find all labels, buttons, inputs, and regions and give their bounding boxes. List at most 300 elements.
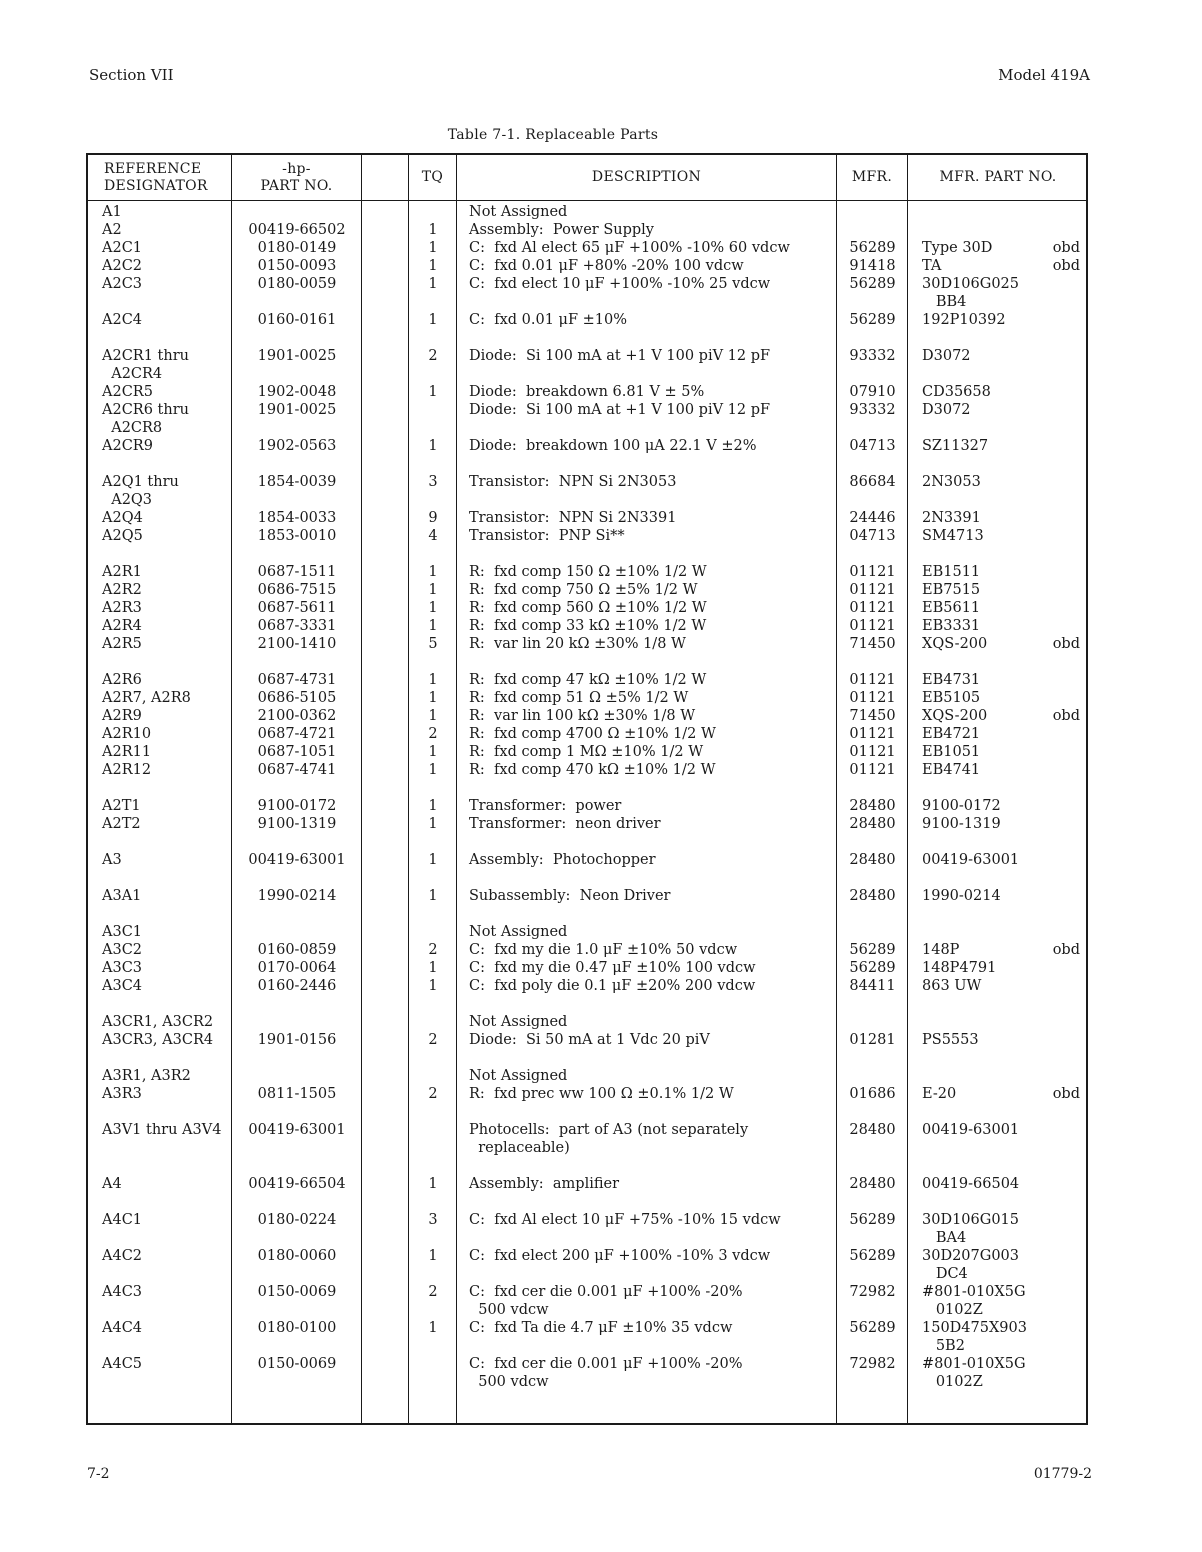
total-quantity: 9 bbox=[428, 510, 438, 526]
hp-part-number bbox=[232, 545, 362, 563]
hp-part-number: 0686-5105 bbox=[257, 690, 337, 706]
total-quantity: 1 bbox=[428, 384, 438, 400]
table-row bbox=[88, 725, 1086, 743]
manufacturer-code: 01121 bbox=[849, 618, 896, 634]
manufacturer-code: 01281 bbox=[849, 1032, 896, 1048]
description: R: fxd comp 1 MΩ ±10% 1/2 W bbox=[469, 744, 704, 760]
reference-designator bbox=[88, 1373, 232, 1391]
manufacturer-part-number: SM4713 bbox=[922, 528, 984, 544]
total-quantity bbox=[409, 365, 457, 383]
total-quantity bbox=[409, 1301, 457, 1319]
blank-cell bbox=[362, 887, 409, 905]
column-header-tq: TQ bbox=[421, 169, 444, 185]
hp-part-number: 2100-1410 bbox=[257, 636, 337, 652]
total-quantity bbox=[409, 203, 457, 221]
manufacturer-code: 56289 bbox=[849, 942, 896, 958]
description bbox=[457, 905, 837, 923]
hp-part-number bbox=[232, 293, 362, 311]
description bbox=[457, 653, 837, 671]
hp-part-number: 0687-4731 bbox=[257, 672, 337, 688]
manufacturer-code bbox=[837, 653, 908, 671]
hp-part-number: 0687-3331 bbox=[257, 618, 337, 634]
total-quantity: 1 bbox=[428, 744, 438, 760]
blank-cell bbox=[362, 383, 409, 401]
manufacturer-code bbox=[837, 1373, 908, 1391]
table-row bbox=[88, 1085, 1086, 1103]
table-row bbox=[88, 1121, 1086, 1139]
description bbox=[457, 1229, 837, 1247]
reference-designator: A2C1 bbox=[102, 240, 143, 256]
table-row bbox=[88, 1175, 1086, 1193]
reference-designator bbox=[88, 833, 232, 851]
hp-part-number: 00419-66504 bbox=[248, 1176, 346, 1192]
total-quantity bbox=[409, 869, 457, 887]
manufacturer-code: 84411 bbox=[849, 978, 896, 994]
reference-designator: A4C1 bbox=[102, 1212, 143, 1228]
hp-part-number: 1902-0048 bbox=[257, 384, 337, 400]
reference-designator bbox=[88, 1139, 232, 1157]
blank-cell bbox=[362, 995, 409, 1013]
manufacturer-code bbox=[837, 329, 908, 347]
blank-cell bbox=[362, 1193, 409, 1211]
table-row bbox=[88, 653, 1086, 671]
column-header-reference-line2: DESIGNATOR bbox=[104, 177, 208, 194]
blank-cell bbox=[362, 1157, 409, 1175]
reference-designator: A3CR1, A3CR2 bbox=[102, 1014, 214, 1030]
blank-cell bbox=[362, 1355, 409, 1373]
manufacturer-part-number-text: XQS-200 bbox=[922, 708, 988, 724]
hp-part-number bbox=[232, 1337, 362, 1355]
reference-designator bbox=[88, 995, 232, 1013]
total-quantity bbox=[409, 1067, 457, 1085]
description: R: fxd comp 150 Ω ±10% 1/2 W bbox=[469, 564, 707, 580]
hp-part-number bbox=[232, 653, 362, 671]
table-row bbox=[88, 671, 1086, 689]
blank-cell bbox=[362, 941, 409, 959]
description bbox=[457, 869, 837, 887]
description: Not Assigned bbox=[469, 1014, 568, 1030]
manufacturer-part-number: EB7515 bbox=[922, 582, 981, 598]
manufacturer-code: 01121 bbox=[849, 744, 896, 760]
reference-designator: A4C4 bbox=[102, 1320, 143, 1336]
description: R: var lin 20 kΩ ±30% 1/8 W bbox=[469, 636, 686, 652]
manufacturer-part-number: 0102Z bbox=[922, 1374, 983, 1390]
reference-designator: A3C3 bbox=[102, 960, 143, 976]
manufacturer-part-number: 863 UW bbox=[922, 978, 982, 994]
table-row bbox=[88, 1067, 1086, 1085]
description: replaceable) bbox=[469, 1140, 570, 1156]
hp-part-number bbox=[232, 1229, 362, 1247]
total-quantity: 1 bbox=[428, 762, 438, 778]
manufacturer-code: 56289 bbox=[849, 1248, 896, 1264]
description: C: fxd Al elect 65 μF +100% -10% 60 vdcw bbox=[469, 240, 790, 256]
reference-designator: A2CR9 bbox=[102, 438, 153, 454]
blank-cell bbox=[362, 923, 409, 941]
total-quantity bbox=[409, 293, 457, 311]
reference-designator: A3C2 bbox=[102, 942, 143, 958]
hp-part-number: 1854-0033 bbox=[257, 510, 337, 526]
table-caption-text: Table 7-1. Replaceable Parts bbox=[447, 127, 659, 143]
description: Diode: Si 50 mA at 1 Vdc 20 piV bbox=[469, 1032, 710, 1048]
blank-cell bbox=[362, 905, 409, 923]
manufacturer-code bbox=[837, 545, 908, 563]
total-quantity: 1 bbox=[428, 798, 438, 814]
table-row bbox=[88, 221, 1086, 239]
blank-cell bbox=[362, 527, 409, 545]
total-quantity bbox=[409, 779, 457, 797]
manufacturer-part-number bbox=[908, 491, 1088, 509]
hp-part-number: 0180-0059 bbox=[257, 276, 337, 292]
manufacturer-code bbox=[837, 1139, 908, 1157]
hp-part-number: 0687-4721 bbox=[257, 726, 337, 742]
total-quantity: 1 bbox=[428, 672, 438, 688]
reference-designator: A2C3 bbox=[102, 276, 143, 292]
hp-part-number: 0160-0859 bbox=[257, 942, 337, 958]
blank-cell bbox=[362, 239, 409, 257]
hp-part-number: 1990-0214 bbox=[257, 888, 337, 904]
total-quantity: 1 bbox=[428, 1176, 438, 1192]
manufacturer-part-number: 0102Z bbox=[922, 1302, 983, 1318]
reference-designator: A2CR4 bbox=[102, 366, 163, 382]
table-row bbox=[88, 365, 1086, 383]
table-row bbox=[88, 545, 1086, 563]
description: C: fxd Al elect 10 μF +75% -10% 15 vdcw bbox=[469, 1212, 781, 1228]
manufacturer-code: 28480 bbox=[849, 816, 896, 832]
blank-cell bbox=[362, 275, 409, 293]
hp-part-number bbox=[232, 1373, 362, 1391]
reference-designator: A2R11 bbox=[102, 744, 152, 760]
table-row bbox=[88, 491, 1086, 509]
manufacturer-part-number-text: E-20 bbox=[922, 1086, 957, 1102]
table-row bbox=[88, 293, 1086, 311]
description: C: fxd Ta die 4.7 μF ±10% 35 vdcw bbox=[469, 1320, 733, 1336]
manufacturer-part-number: 148P4791 bbox=[922, 960, 997, 976]
table-row bbox=[88, 383, 1086, 401]
table-row bbox=[88, 275, 1086, 293]
manufacturer-code bbox=[837, 455, 908, 473]
table-row bbox=[88, 257, 1086, 275]
reference-designator: A4C2 bbox=[102, 1248, 143, 1264]
blank-cell bbox=[362, 635, 409, 653]
reference-designator bbox=[88, 779, 232, 797]
reference-designator: A2R1 bbox=[102, 564, 142, 580]
table-row bbox=[88, 833, 1086, 851]
table-row bbox=[88, 1031, 1086, 1049]
total-quantity: 2 bbox=[428, 1032, 438, 1048]
blank-cell bbox=[362, 257, 409, 275]
table-row bbox=[88, 797, 1086, 815]
hp-part-number bbox=[232, 455, 362, 473]
table-row bbox=[88, 1013, 1086, 1031]
total-quantity: 1 bbox=[428, 240, 438, 256]
hp-part-number bbox=[232, 923, 362, 941]
manufacturer-code: 01121 bbox=[849, 690, 896, 706]
blank-cell bbox=[362, 1247, 409, 1265]
manufacturer-code: 71450 bbox=[849, 708, 896, 724]
manufacturer-part-number bbox=[908, 923, 1088, 941]
table-row bbox=[88, 617, 1086, 635]
hp-part-number: 0180-0060 bbox=[257, 1248, 337, 1264]
total-quantity: 1 bbox=[428, 852, 438, 868]
manufacturer-part-number: 30D106G015 bbox=[922, 1212, 1020, 1228]
blank-cell bbox=[362, 491, 409, 509]
manufacturer-part-number: 00419-66504 bbox=[922, 1176, 1020, 1192]
manufacturer-code: 01121 bbox=[849, 582, 896, 598]
blank-cell bbox=[362, 455, 409, 473]
blank-cell bbox=[362, 1283, 409, 1301]
hp-part-number: 00419-63001 bbox=[248, 1122, 346, 1138]
total-quantity bbox=[409, 1265, 457, 1283]
hp-part-number bbox=[232, 365, 362, 383]
blank-cell bbox=[362, 1373, 409, 1391]
manufacturer-part-number bbox=[908, 869, 1088, 887]
total-quantity: 2 bbox=[428, 348, 438, 364]
obsolete-marker: obd bbox=[1052, 942, 1080, 958]
hp-part-number: 0687-1511 bbox=[257, 564, 337, 580]
table-caption bbox=[0, 127, 1202, 143]
total-quantity bbox=[409, 1139, 457, 1157]
table-row bbox=[88, 1193, 1086, 1211]
column-header-reference-line1: REFERENCE bbox=[104, 160, 202, 177]
table-row bbox=[88, 779, 1086, 797]
blank-cell bbox=[362, 725, 409, 743]
manufacturer-code: 01121 bbox=[849, 726, 896, 742]
total-quantity: 1 bbox=[428, 312, 438, 328]
manufacturer-part-number: 1990-0214 bbox=[922, 888, 1001, 904]
total-quantity: 1 bbox=[428, 888, 438, 904]
manufacturer-part-number: 150D475X903 bbox=[922, 1320, 1027, 1336]
manufacturer-part-number: EB4731 bbox=[922, 672, 981, 688]
manufacturer-code bbox=[837, 779, 908, 797]
blank-cell bbox=[362, 1301, 409, 1319]
manufacturer-code bbox=[837, 491, 908, 509]
description bbox=[457, 293, 837, 311]
obsolete-marker: obd bbox=[1052, 636, 1080, 652]
table-row bbox=[88, 401, 1086, 419]
blank-cell bbox=[362, 1139, 409, 1157]
table-row bbox=[88, 1355, 1086, 1373]
table-row bbox=[88, 1283, 1086, 1301]
blank-cell bbox=[362, 1229, 409, 1247]
hp-part-number: 0811-1505 bbox=[257, 1086, 337, 1102]
total-quantity: 1 bbox=[428, 978, 438, 994]
manufacturer-code bbox=[837, 203, 908, 221]
total-quantity bbox=[409, 455, 457, 473]
table-row bbox=[88, 1211, 1086, 1229]
description: 500 vdcw bbox=[469, 1374, 549, 1390]
reference-designator bbox=[88, 869, 232, 887]
description bbox=[457, 491, 837, 509]
reference-designator: A2R9 bbox=[102, 708, 142, 724]
total-quantity bbox=[409, 491, 457, 509]
total-quantity: 1 bbox=[428, 708, 438, 724]
hp-part-number: 9100-0172 bbox=[257, 798, 337, 814]
hp-part-number bbox=[232, 419, 362, 437]
hp-part-number: 1854-0039 bbox=[257, 474, 337, 490]
manufacturer-code: 93332 bbox=[849, 402, 896, 418]
description: C: fxd cer die 0.001 μF +100% -20% bbox=[469, 1356, 743, 1372]
total-quantity: 1 bbox=[428, 600, 438, 616]
total-quantity: 2 bbox=[428, 1086, 438, 1102]
manufacturer-code bbox=[837, 221, 908, 239]
manufacturer-code: 56289 bbox=[849, 1320, 896, 1336]
reference-designator: A2T1 bbox=[102, 798, 141, 814]
blank-cell bbox=[362, 977, 409, 995]
document-code: 01779-2 bbox=[1033, 1466, 1092, 1482]
manufacturer-part-number bbox=[908, 1049, 1088, 1067]
manufacturer-code: 04713 bbox=[849, 438, 896, 454]
manufacturer-part-number bbox=[908, 365, 1088, 383]
blank-cell bbox=[362, 365, 409, 383]
column-header-mfr: MFR. bbox=[851, 169, 893, 185]
table-row bbox=[88, 347, 1086, 365]
description: Diode: breakdown 6.81 V ± 5% bbox=[469, 384, 705, 400]
description: Assembly: amplifier bbox=[469, 1176, 620, 1192]
blank-cell bbox=[362, 815, 409, 833]
manufacturer-part-number-text: TA bbox=[922, 258, 942, 274]
total-quantity: 1 bbox=[428, 258, 438, 274]
description: Diode: Si 100 mA at +1 V 100 piV 12 pF bbox=[469, 348, 771, 364]
manufacturer-part-number bbox=[908, 1157, 1088, 1175]
total-quantity: 1 bbox=[428, 816, 438, 832]
manufacturer-part-number: #801-010X5G bbox=[922, 1356, 1026, 1372]
manufacturer-code: 93332 bbox=[849, 348, 896, 364]
blank-cell bbox=[362, 581, 409, 599]
description: R: fxd comp 51 Ω ±5% 1/2 W bbox=[469, 690, 689, 706]
hp-part-number bbox=[232, 491, 362, 509]
table-row bbox=[88, 1301, 1086, 1319]
total-quantity bbox=[409, 545, 457, 563]
obsolete-marker: obd bbox=[1052, 708, 1080, 724]
reference-designator bbox=[88, 1229, 232, 1247]
blank-cell bbox=[362, 851, 409, 869]
manufacturer-code: 56289 bbox=[849, 276, 896, 292]
blank-cell bbox=[362, 563, 409, 581]
manufacturer-part-number: EB3331 bbox=[922, 618, 981, 634]
manufacturer-part-number bbox=[908, 1085, 1088, 1103]
blank-cell bbox=[362, 617, 409, 635]
manufacturer-code: 01686 bbox=[849, 1086, 896, 1102]
manufacturer-code: 71450 bbox=[849, 636, 896, 652]
hp-part-number: 1901-0156 bbox=[257, 1032, 337, 1048]
table-row bbox=[88, 1139, 1086, 1157]
reference-designator: A4 bbox=[102, 1176, 122, 1192]
manufacturer-part-number bbox=[908, 995, 1088, 1013]
description bbox=[457, 365, 837, 383]
manufacturer-part-number bbox=[908, 203, 1088, 221]
manufacturer-part-number: 5B2 bbox=[922, 1338, 965, 1354]
total-quantity: 1 bbox=[428, 618, 438, 634]
blank-cell bbox=[362, 1067, 409, 1085]
table-row bbox=[88, 815, 1086, 833]
column-header-part-no-line2: PART NO. bbox=[260, 177, 333, 194]
total-quantity bbox=[409, 401, 457, 419]
description bbox=[457, 329, 837, 347]
description bbox=[457, 1103, 837, 1121]
description: Transformer: power bbox=[469, 798, 622, 814]
hp-part-number bbox=[232, 1193, 362, 1211]
total-quantity: 1 bbox=[428, 222, 438, 238]
blank-cell bbox=[362, 1085, 409, 1103]
blank-cell bbox=[362, 221, 409, 239]
reference-designator bbox=[88, 1337, 232, 1355]
manufacturer-part-number: SZ11327 bbox=[922, 438, 989, 454]
manufacturer-part-number: BA4 bbox=[922, 1230, 967, 1246]
description: Assembly: Power Supply bbox=[469, 222, 654, 238]
manufacturer-code bbox=[837, 905, 908, 923]
manufacturer-code: 01121 bbox=[849, 600, 896, 616]
total-quantity: 3 bbox=[428, 1212, 438, 1228]
description bbox=[457, 833, 837, 851]
hp-part-number: 00419-63001 bbox=[248, 852, 346, 868]
table-row bbox=[88, 599, 1086, 617]
column-header-reference bbox=[88, 155, 232, 200]
total-quantity: 1 bbox=[428, 1320, 438, 1336]
description: C: fxd 0.01 μF +80% -20% 100 vdcw bbox=[469, 258, 744, 274]
hp-part-number: 9100-1319 bbox=[257, 816, 337, 832]
manufacturer-code: 56289 bbox=[849, 312, 896, 328]
description bbox=[457, 779, 837, 797]
hp-part-number bbox=[232, 1103, 362, 1121]
description: R: var lin 100 kΩ ±30% 1/8 W bbox=[469, 708, 696, 724]
table-row bbox=[88, 977, 1086, 995]
blank-cell bbox=[362, 779, 409, 797]
hp-part-number bbox=[232, 833, 362, 851]
hp-part-number bbox=[232, 1139, 362, 1157]
table-row bbox=[88, 995, 1086, 1013]
hp-part-number: 00419-66502 bbox=[248, 222, 346, 238]
table-row bbox=[88, 1337, 1086, 1355]
manufacturer-part-number: 00419-63001 bbox=[922, 1122, 1020, 1138]
hp-part-number: 0150-0069 bbox=[257, 1356, 337, 1372]
manufacturer-code: 56289 bbox=[849, 1212, 896, 1228]
description bbox=[457, 455, 837, 473]
manufacturer-code: 86684 bbox=[849, 474, 896, 490]
blank-cell bbox=[362, 743, 409, 761]
manufacturer-part-number: EB1511 bbox=[922, 564, 981, 580]
obsolete-marker: obd bbox=[1052, 258, 1080, 274]
table-row bbox=[88, 1373, 1086, 1391]
reference-designator bbox=[88, 1301, 232, 1319]
total-quantity: 2 bbox=[428, 1284, 438, 1300]
description: R: fxd comp 4700 Ω ±10% 1/2 W bbox=[469, 726, 716, 742]
hp-part-number bbox=[232, 1013, 362, 1031]
manufacturer-part-number bbox=[908, 455, 1088, 473]
blank-cell bbox=[362, 1265, 409, 1283]
description: Transistor: NPN Si 2N3053 bbox=[469, 474, 677, 490]
reference-designator bbox=[88, 905, 232, 923]
blank-cell bbox=[362, 1013, 409, 1031]
blank-cell bbox=[362, 203, 409, 221]
table-row bbox=[88, 851, 1086, 869]
table-row bbox=[88, 1319, 1086, 1337]
description: C: fxd elect 10 μF +100% -10% 25 vdcw bbox=[469, 276, 771, 292]
manufacturer-part-number: 2N3391 bbox=[922, 510, 981, 526]
total-quantity bbox=[409, 923, 457, 941]
manufacturer-part-number: 30D106G025 bbox=[922, 276, 1020, 292]
description bbox=[457, 1157, 837, 1175]
description: R: fxd comp 750 Ω ±5% 1/2 W bbox=[469, 582, 698, 598]
description: C: fxd 0.01 μF ±10% bbox=[469, 312, 627, 328]
manufacturer-code: 01121 bbox=[849, 564, 896, 580]
reference-designator bbox=[88, 1265, 232, 1283]
table-row bbox=[88, 1049, 1086, 1067]
reference-designator: A3R3 bbox=[102, 1086, 142, 1102]
manufacturer-code bbox=[837, 1157, 908, 1175]
total-quantity bbox=[409, 1049, 457, 1067]
total-quantity: 1 bbox=[428, 1248, 438, 1264]
manufacturer-code bbox=[837, 833, 908, 851]
